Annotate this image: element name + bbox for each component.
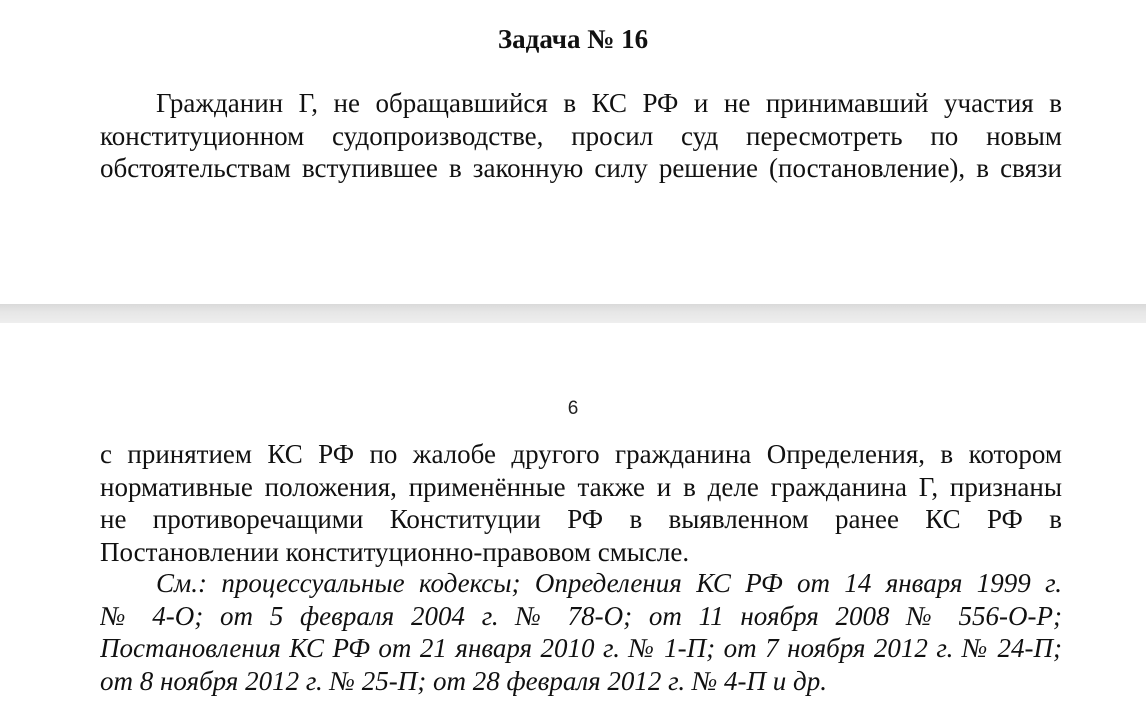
paragraph-line: конституционном судопроизводстве, просил суд пересмотреть по новым [100,120,1062,151]
document-page-top [0,0,1146,304]
paragraph-line: обстоятельствам вступившее в законную силу решение (постановление), в связи [100,153,1062,183]
paragraph-line: с принятием КС РФ по жалобе другого гражданина Определения, в котором [100,439,1062,469]
paragraph-line: нормативные положения, применённые также и в деле гражданина Г, признаны [100,471,1062,502]
reference-line: от 8 ноября 2012 г. № 25-П; от 28 февраля 2012 г. № 4-П и др. [100,665,827,696]
paragraph-line: Гражданин Г, не обращавшийся в КС РФ и не принимавший участия в [156,88,1062,118]
page-separator [0,304,1146,323]
references-paragraph [100,567,1062,697]
task-paragraph [100,87,1062,185]
reference-line: См.: процессуальные кодексы; Определения КС РФ от 14 января 1999 г. [156,568,1062,598]
reference-line: № 4-О; от 5 февраля 2004 г. № 78-О; от 11 ноября 2008 № 556-О-Р; [100,600,1062,631]
page-number: 6 [567,398,579,419]
paragraph-line: не противоречащими Конституции РФ в выявленном ранее КС РФ в [100,504,1062,534]
reference-line: Постановления КС РФ от 21 января 2010 г. № 1-П; от 7 ноября 2012 г. № 24-П; [100,633,1062,663]
task-title: Задача № 16 [497,24,649,54]
continuation-paragraph [100,438,1062,568]
paragraph-line: Постановлении конституционно-правовом смысле. [100,536,690,567]
